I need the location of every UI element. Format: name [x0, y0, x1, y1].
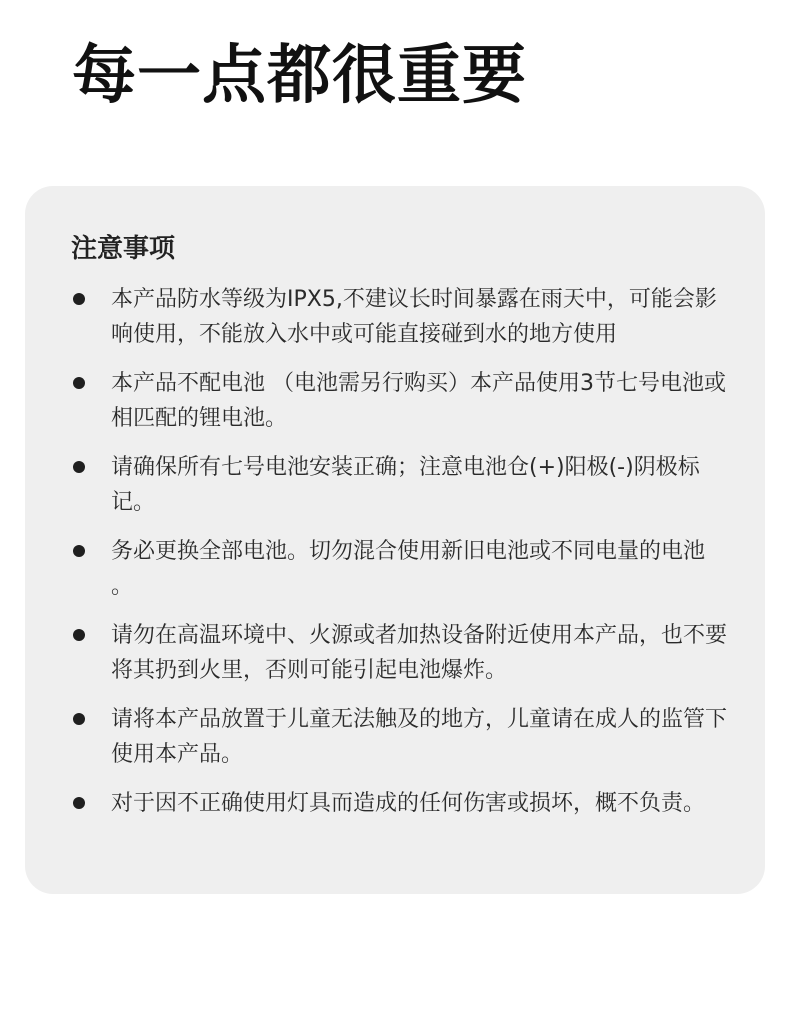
notice-item	[71, 534, 731, 604]
notice-item	[71, 786, 731, 821]
page-title: 每一点都很重要	[72, 39, 527, 113]
notice-item-text: 对于因不正确使用灯具而造成的任何伤害或损坏，概不负责。	[111, 791, 706, 816]
bullet-icon	[73, 461, 85, 473]
notice-item	[71, 366, 731, 436]
bullet-icon	[73, 545, 85, 557]
notice-item	[71, 450, 731, 520]
bullet-icon	[73, 797, 85, 809]
bullet-icon	[73, 629, 85, 641]
notice-item	[71, 702, 731, 772]
notice-item	[71, 282, 731, 352]
notice-item-text: 请确保所有七号电池安装正确；注意电池仓(+)阳极(-)阴极标记。	[111, 455, 700, 515]
notice-title: 注意事项	[71, 234, 176, 264]
notice-item	[71, 618, 731, 688]
notice-item-text: 务必更换全部电池。切勿混合使用新旧电池或不同电量的电池 。	[111, 539, 706, 599]
bullet-icon	[73, 293, 85, 305]
notice-item-text: 本产品不配电池 （电池需另行购买）本产品使用3节七号电池或相匹配的锂电池。	[111, 371, 726, 431]
bullet-icon	[73, 713, 85, 725]
notice-item-text: 请勿在高温环境中、火源或者加热设备附近使用本产品，也不要将其扔到火里，否则可能引起电池爆炸。	[111, 623, 728, 683]
notice-item-text: 本产品防水等级为IPX5,不建议长时间暴露在雨天中，可能会影响使用，不能放入水中或可能直接碰到水的地方使用	[111, 287, 717, 347]
notice-list	[71, 282, 731, 835]
bullet-icon	[73, 377, 85, 389]
notice-card	[25, 186, 765, 894]
notice-item-text: 请将本产品放置于儿童无法触及的地方，儿童请在成人的监管下使用本产品。	[111, 707, 728, 767]
